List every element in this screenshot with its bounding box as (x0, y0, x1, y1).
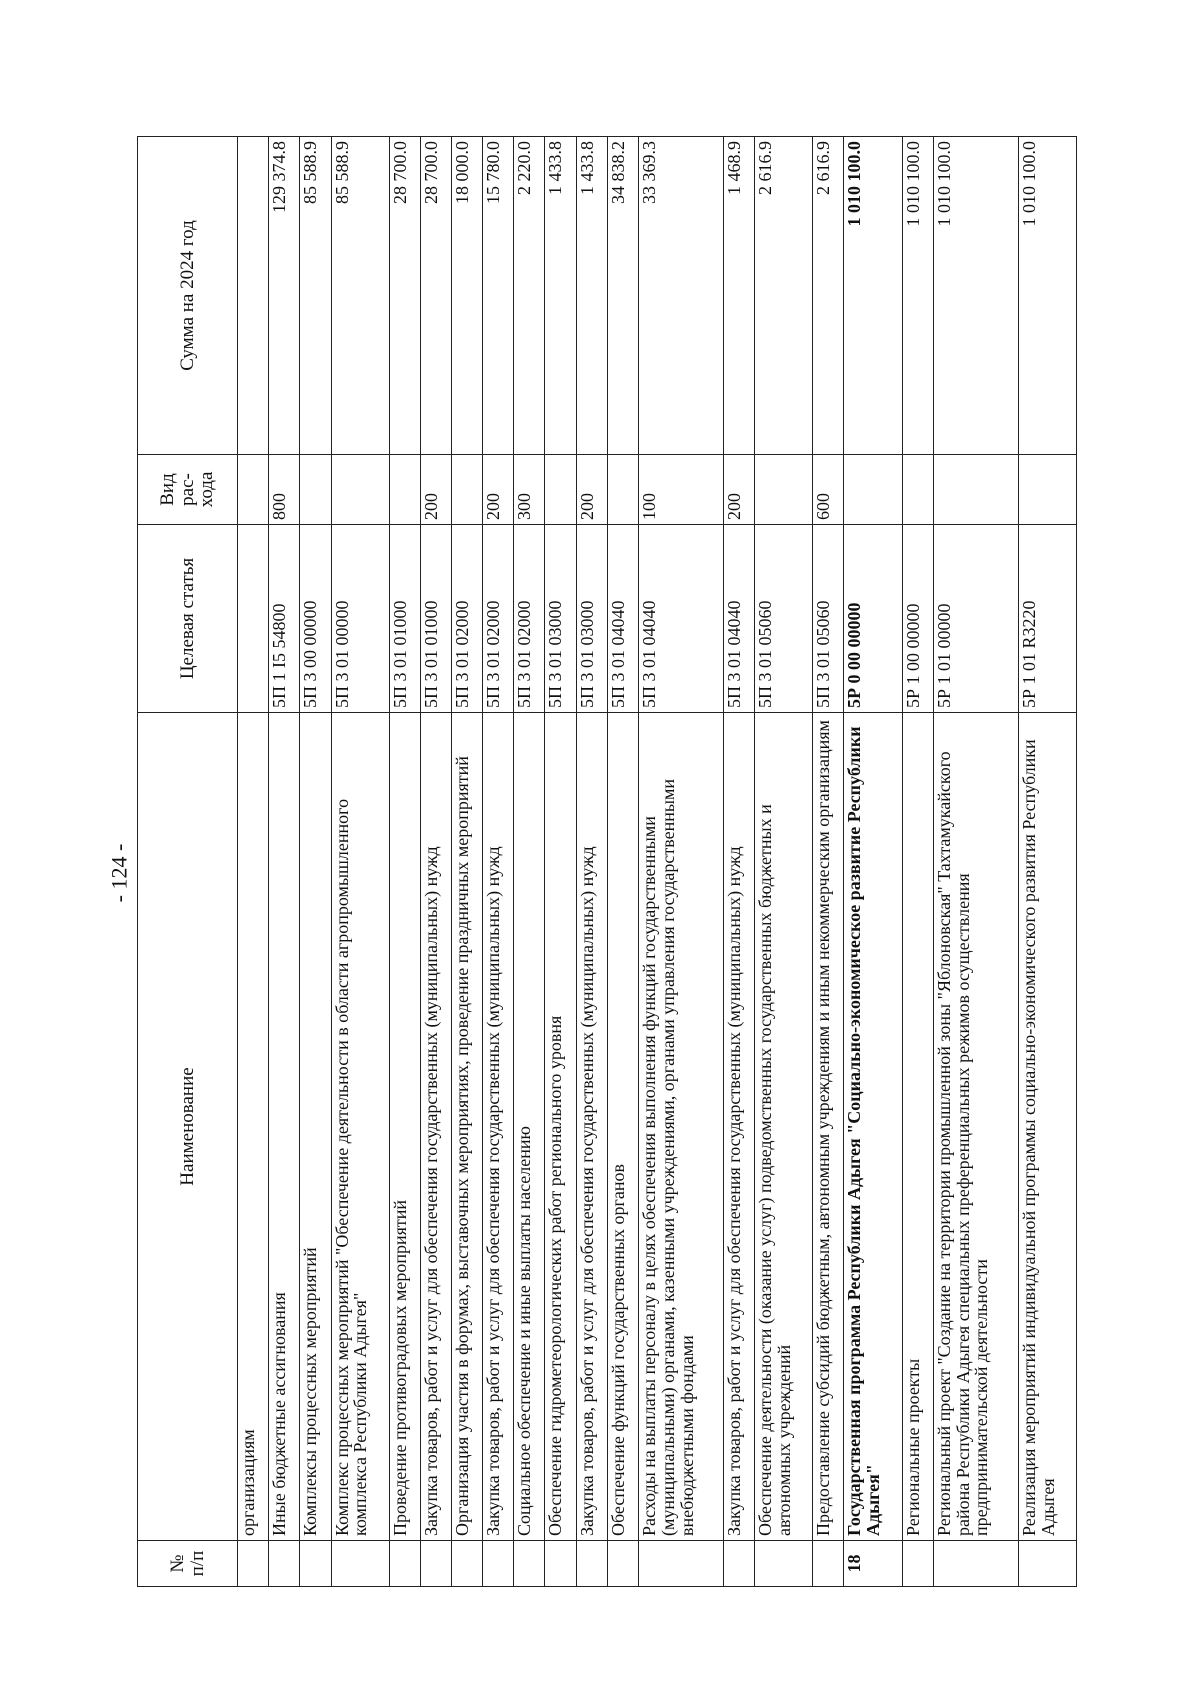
row-sum-cell: 129 374.8 (269, 137, 300, 455)
table-row (844, 137, 902, 1587)
table-row (755, 137, 813, 1587)
row-num-cell (269, 1541, 300, 1587)
row-kind-cell (300, 455, 331, 525)
budget-table (137, 136, 1077, 1587)
row-sum-cell: 34 838.2 (607, 137, 638, 455)
row-name-cell: Закупка товаров, работ и услуг для обеспечения государственных (муниципальных) нужд (483, 713, 514, 1541)
table-row (331, 137, 389, 1587)
budget-table-container (137, 137, 1077, 1587)
row-num-cell (420, 1541, 451, 1587)
row-sum-cell (238, 137, 269, 455)
row-num-cell (723, 1541, 754, 1587)
row-sum-cell: 33 369.3 (638, 137, 723, 455)
row-kind-cell: 200 (723, 455, 754, 525)
table-row (933, 137, 1018, 1587)
row-target-cell: 5Р 1 01 R3220 (1018, 525, 1076, 713)
table-row (389, 137, 420, 1587)
table-row (238, 137, 269, 1587)
table-row (638, 137, 723, 1587)
table-row (902, 137, 933, 1587)
row-kind-cell: 200 (483, 455, 514, 525)
row-target-cell: 5Р 0 00 00000 (844, 525, 902, 713)
row-name-cell: Обеспечение функций государственных органов (607, 713, 638, 1541)
row-sum-cell: 1 433.8 (576, 137, 607, 455)
row-sum-cell: 2 616.9 (813, 137, 844, 455)
row-sum-cell: 1 433.8 (545, 137, 576, 455)
row-num-cell (933, 1541, 1018, 1587)
row-num-cell (1018, 1541, 1076, 1587)
row-name-cell: Закупка товаров, работ и услуг для обеспечения государственных (муниципальных) нужд (723, 713, 754, 1541)
row-kind-cell (451, 455, 482, 525)
row-kind-cell (545, 455, 576, 525)
row-num-cell (607, 1541, 638, 1587)
row-num-cell (389, 1541, 420, 1587)
row-name-cell: Региональный проект "Создание на территории промышленной зоны "Яблоновская" Тахтамукайского района Республики Адыгея специальных преференциальных режимов осуществления предпринимательской деятельности (933, 713, 1018, 1541)
row-num-cell (451, 1541, 482, 1587)
row-name-cell: организациям (238, 713, 269, 1541)
row-num-cell (514, 1541, 545, 1587)
row-sum-cell: 1 010 100.0 (902, 137, 933, 455)
table-row (483, 137, 514, 1587)
row-kind-cell: 800 (269, 455, 300, 525)
row-name-cell: Обеспечение гидрометеорологических работ регионального уровня (545, 713, 576, 1541)
row-num-cell (545, 1541, 576, 1587)
row-name-cell: Реализация мероприятий индивидуальной программы социально-экономического развития Республики Адыгея (1018, 713, 1076, 1541)
header-kind: Вид рас-хода (138, 455, 238, 525)
row-target-cell: 5П 3 01 05060 (813, 525, 844, 713)
row-sum-cell: 85 588.9 (300, 137, 331, 455)
row-target-cell: 5П 3 01 04040 (723, 525, 754, 713)
table-body (238, 137, 1077, 1587)
row-kind-cell: 300 (514, 455, 545, 525)
row-name-cell: Закупка товаров, работ и услуг для обеспечения государственных (муниципальных) нужд (576, 713, 607, 1541)
row-name-cell: Проведение противоградовых мероприятий (389, 713, 420, 1541)
row-target-cell: 5П 3 00 00000 (300, 525, 331, 713)
header-target: Целевая статья (138, 525, 238, 713)
row-sum-cell: 2 616.9 (755, 137, 813, 455)
row-sum-cell: 2 220.0 (514, 137, 545, 455)
row-target-cell: 5П 3 01 05060 (755, 525, 813, 713)
row-target-cell (238, 525, 269, 713)
row-sum-cell: 28 700.0 (420, 137, 451, 455)
row-target-cell: 5П 3 01 02000 (514, 525, 545, 713)
row-kind-cell: 200 (420, 455, 451, 525)
row-target-cell: 5П 3 01 04040 (607, 525, 638, 713)
row-num-cell (300, 1541, 331, 1587)
row-name-cell: Обеспечение деятельности (оказание услуг) подведомственных государственных бюджетных и автономных учреждений (755, 713, 813, 1541)
table-row (300, 137, 331, 1587)
table-row (607, 137, 638, 1587)
row-sum-cell: 85 588.9 (331, 137, 389, 455)
table-header-row (138, 137, 238, 1587)
table-row (451, 137, 482, 1587)
row-name-cell: Региональные проекты (902, 713, 933, 1541)
table-row (1018, 137, 1076, 1587)
row-num-cell (576, 1541, 607, 1587)
row-target-cell: 5П 3 01 01000 (420, 525, 451, 713)
row-kind-cell (238, 455, 269, 525)
header-name: Наименование (138, 713, 238, 1541)
row-sum-cell: 1 468.9 (723, 137, 754, 455)
row-target-cell: 5П 3 01 04040 (638, 525, 723, 713)
row-target-cell: 5П 1 I5 54800 (269, 525, 300, 713)
row-num-cell (331, 1541, 389, 1587)
row-target-cell: 5П 3 01 02000 (483, 525, 514, 713)
row-sum-cell: 15 780.0 (483, 137, 514, 455)
row-kind-cell: 200 (576, 455, 607, 525)
row-name-cell: Расходы на выплаты персоналу в целях обеспечения выполнения функций государственными (муниципальными) органами, казенными учреждениями, органами управления государственными внебюджетными фондами (638, 713, 723, 1541)
row-kind-cell (1018, 455, 1076, 525)
row-target-cell: 5П 3 01 01000 (389, 525, 420, 713)
row-name-cell: Государственная программа Республики Адыгея "Социально-экономическое развитие Республики Адыгея" (844, 713, 902, 1541)
row-name-cell: Закупка товаров, работ и услуг для обеспечения государственных (муниципальных) нужд (420, 713, 451, 1541)
row-name-cell: Предоставление субсидий бюджетным, автономным учреждениям и иным некоммерческим организациям (813, 713, 844, 1541)
row-sum-cell: 28 700.0 (389, 137, 420, 455)
row-num-cell (813, 1541, 844, 1587)
row-num-cell (483, 1541, 514, 1587)
row-num-cell: 18 (844, 1541, 902, 1587)
table-row (723, 137, 754, 1587)
table-row (420, 137, 451, 1587)
row-num-cell (755, 1541, 813, 1587)
row-name-cell: Организация участия в форумах, выставочных мероприятиях, проведение праздничных мероприятий (451, 713, 482, 1541)
row-target-cell: 5П 3 01 00000 (331, 525, 389, 713)
row-kind-cell (933, 455, 1018, 525)
row-kind-cell (844, 455, 902, 525)
table-row (813, 137, 844, 1587)
row-name-cell: Комплекс процессных мероприятий "Обеспечение деятельности в области агропромышленного комплекса Республики Адыгея" (331, 713, 389, 1541)
row-target-cell: 5Р 1 00 00000 (902, 525, 933, 713)
row-name-cell: Комплексы процессных мероприятий (300, 713, 331, 1541)
row-target-cell: 5Р 1 01 00000 (933, 525, 1018, 713)
row-num-cell (638, 1541, 723, 1587)
row-sum-cell: 18 000.0 (451, 137, 482, 455)
row-name-cell: Социальное обеспечение и иные выплаты населению (514, 713, 545, 1541)
row-num-cell (902, 1541, 933, 1587)
table-row (514, 137, 545, 1587)
row-target-cell: 5П 3 01 03000 (545, 525, 576, 713)
row-kind-cell (607, 455, 638, 525)
table-row (545, 137, 576, 1587)
row-kind-cell (902, 455, 933, 525)
row-name-cell: Иные бюджетные ассигнования (269, 713, 300, 1541)
row-sum-cell: 1 010 100.0 (933, 137, 1018, 455)
row-kind-cell (755, 455, 813, 525)
row-target-cell: 5П 3 01 03000 (576, 525, 607, 713)
row-kind-cell (389, 455, 420, 525)
row-kind-cell: 100 (638, 455, 723, 525)
row-sum-cell: 1 010 100.0 (1018, 137, 1076, 455)
row-sum-cell: 1 010 100.0 (844, 137, 902, 455)
header-sum: Сумма на 2024 год (138, 137, 238, 455)
row-target-cell: 5П 3 01 02000 (451, 525, 482, 713)
row-num-cell (238, 1541, 269, 1587)
row-kind-cell: 600 (813, 455, 844, 525)
page-number: - 124 - (106, 843, 132, 903)
row-kind-cell (331, 455, 389, 525)
header-num: № п/п (138, 1541, 238, 1587)
table-row (269, 137, 300, 1587)
table-row (576, 137, 607, 1587)
